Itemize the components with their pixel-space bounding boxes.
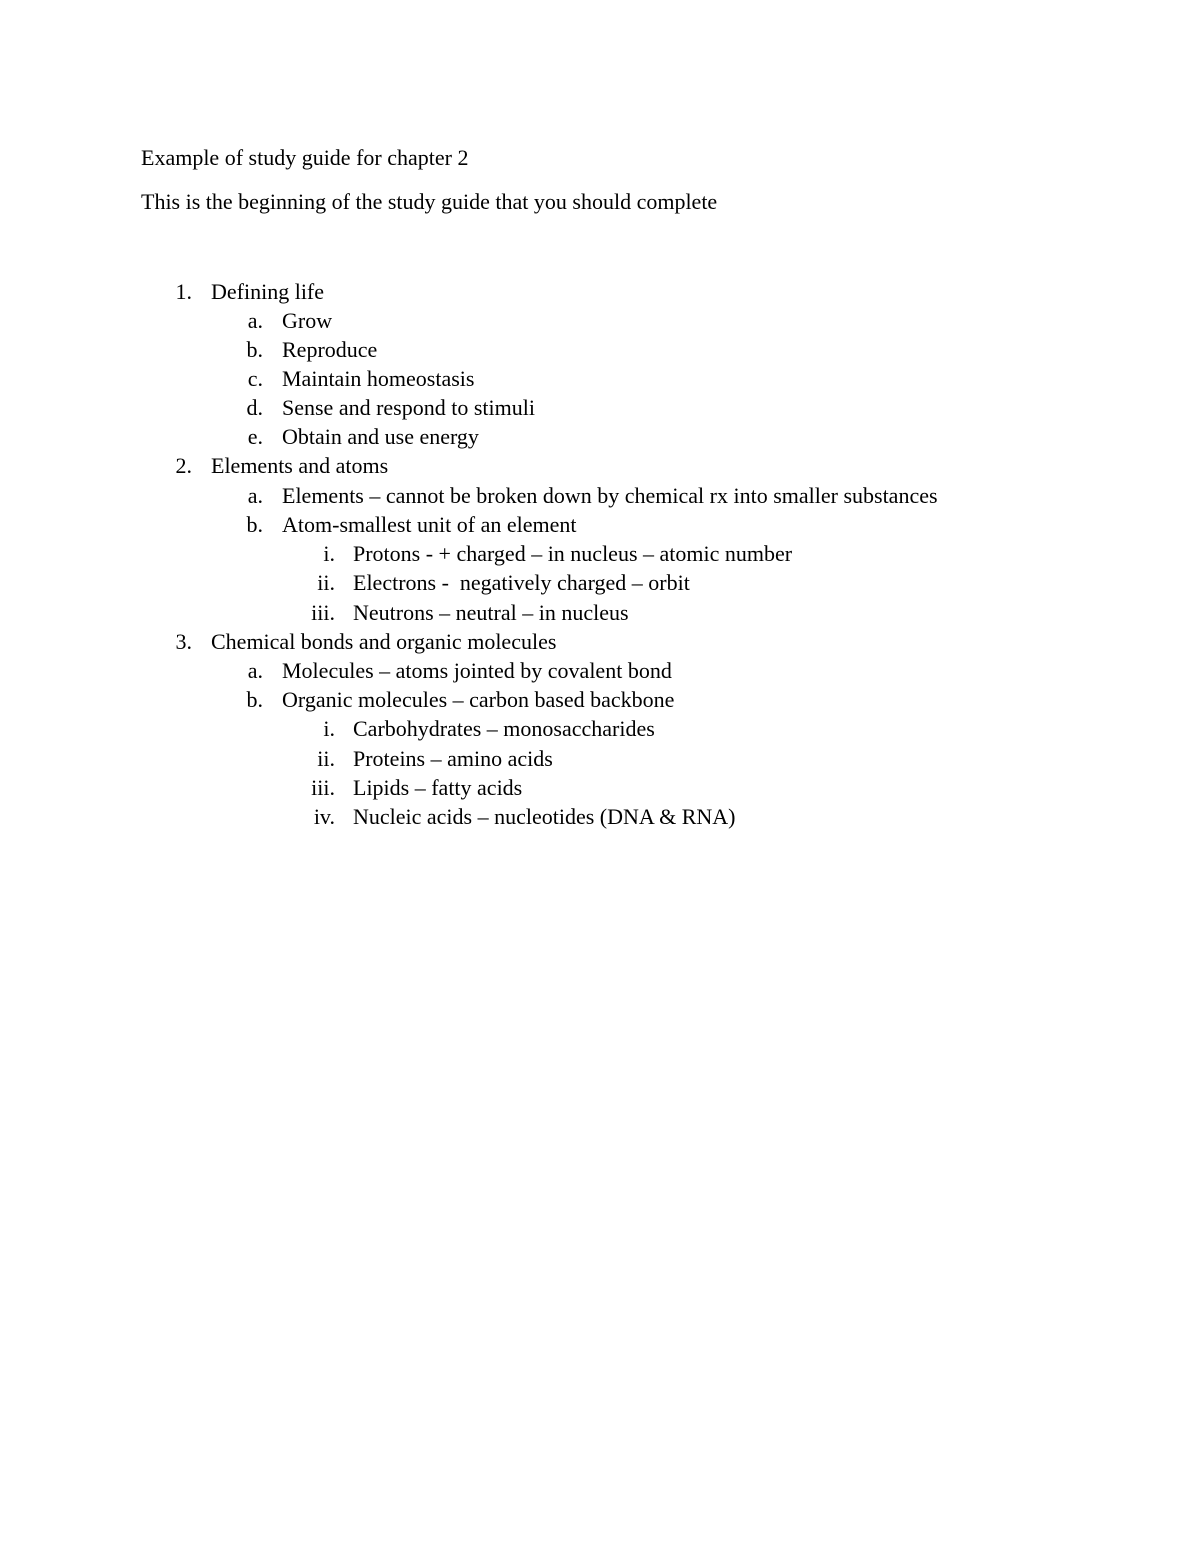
list-item: Elements – cannot be broken down by chemical rx into smaller substances bbox=[282, 483, 938, 508]
list-marker: i. bbox=[323, 716, 335, 741]
list-item: Maintain homeostasis bbox=[282, 366, 475, 391]
list-subitem: Carbohydrates – monosaccharides bbox=[353, 716, 655, 741]
list-subitem: Lipids – fatty acids bbox=[353, 775, 523, 800]
list-item: Obtain and use energy bbox=[282, 424, 479, 449]
list-marker: i. bbox=[323, 541, 335, 566]
list-marker: iii. bbox=[311, 600, 335, 625]
list-marker: 1. bbox=[175, 279, 192, 304]
list-marker: 3. bbox=[175, 629, 192, 654]
list-marker: iii. bbox=[311, 775, 335, 800]
section-title: Chemical bonds and organic molecules bbox=[211, 629, 557, 654]
section-title: Defining life bbox=[211, 279, 325, 304]
list-subitem: Nucleic acids – nucleotides (DNA & RNA) bbox=[353, 804, 736, 829]
list-marker: b. bbox=[246, 512, 263, 537]
list-marker: ii. bbox=[317, 746, 335, 771]
list-marker: 2. bbox=[175, 453, 192, 478]
list-marker: a. bbox=[247, 308, 263, 333]
list-subitem: Electrons - negatively charged – orbit bbox=[353, 570, 690, 595]
list-subitem: Protons - + charged – in nucleus – atomic number bbox=[353, 541, 793, 566]
list-subitem: Neutrons – neutral – in nucleus bbox=[353, 600, 629, 625]
document-title: Example of study guide for chapter 2 bbox=[141, 145, 469, 170]
list-marker: b. bbox=[246, 337, 263, 362]
list-item: Molecules – atoms jointed by covalent bond bbox=[282, 658, 672, 683]
document-intro: This is the beginning of the study guide that you should complete bbox=[141, 189, 718, 214]
list-item: Atom-smallest unit of an element bbox=[282, 512, 577, 537]
section-title: Elements and atoms bbox=[211, 453, 389, 478]
list-marker: ii. bbox=[317, 570, 335, 595]
list-marker: b. bbox=[246, 687, 263, 712]
list-item: Reproduce bbox=[282, 337, 378, 362]
list-item: Sense and respond to stimuli bbox=[282, 395, 535, 420]
list-item: Organic molecules – carbon based backbone bbox=[282, 687, 675, 712]
list-marker: a. bbox=[247, 658, 263, 683]
list-marker: a. bbox=[247, 483, 263, 508]
list-item: Grow bbox=[282, 308, 333, 333]
list-marker: iv. bbox=[313, 804, 335, 829]
list-subitem: Proteins – amino acids bbox=[353, 746, 553, 771]
list-marker: c. bbox=[247, 366, 263, 391]
list-marker: e. bbox=[247, 424, 263, 449]
list-marker: d. bbox=[246, 395, 263, 420]
